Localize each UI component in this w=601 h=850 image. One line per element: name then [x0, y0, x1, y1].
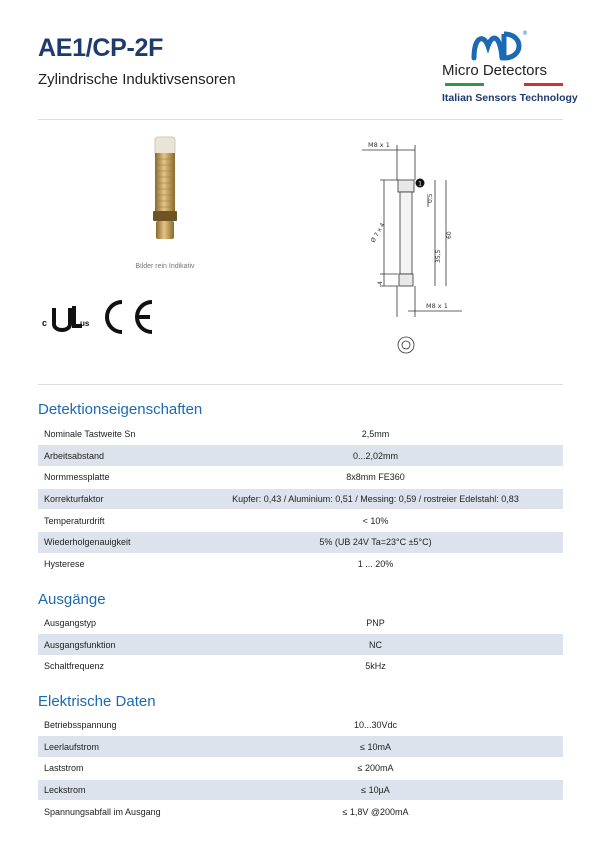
row-value: 2,5mm: [188, 423, 563, 445]
row-label: Ausgangsfunktion: [38, 634, 188, 656]
table-row: [38, 779, 563, 801]
row-label: Hysterese: [38, 553, 188, 575]
table-row: [38, 757, 563, 779]
row-label: Normmessplatte: [38, 466, 188, 488]
dimension-drawing: [340, 135, 470, 355]
thread-bottom-label: M8 x 1: [426, 302, 448, 310]
table-row: [38, 445, 563, 467]
brand-block: [440, 26, 578, 110]
dim-35-5: 35,5: [435, 249, 442, 263]
row-label: Wiederholgenauigkeit: [38, 531, 188, 553]
thread-top-label: M8 x 1: [368, 141, 390, 149]
row-label: Laststrom: [38, 757, 188, 779]
row-value: NC: [188, 634, 563, 656]
brand-name: Micro Detectors: [442, 62, 548, 79]
row-value: 1 ... 20%: [188, 553, 563, 575]
table-row: [38, 655, 563, 677]
spec-table-outputs: [38, 612, 563, 678]
header-divider: [38, 119, 563, 120]
content-divider: [38, 384, 563, 385]
table-row: [38, 423, 563, 445]
row-label: Leerlaufstrom: [38, 736, 188, 758]
row-value: 5% (UB 24V Ta=23°C ±5°C): [188, 531, 563, 553]
table-row: [38, 612, 563, 634]
row-value: PNP: [188, 612, 563, 634]
table-row: [38, 553, 563, 575]
callout-number: 1: [418, 180, 422, 188]
certification-marks: [40, 296, 158, 338]
row-value: 8x8mm FE360: [188, 466, 563, 488]
row-value: ≤ 1,8V @200mA: [188, 801, 563, 823]
brand-flag-stripe: [445, 83, 563, 86]
dim-diameter: Ø 7 x 4: [369, 221, 387, 244]
row-value: 5kHz: [188, 655, 563, 677]
row-label: Ausgangstyp: [38, 612, 188, 634]
sensor-product-image: [150, 135, 180, 241]
row-value: ≤ 10µA: [188, 779, 563, 801]
row-label: Arbeitsabstand: [38, 445, 188, 467]
table-row: [38, 714, 563, 736]
row-value: 0...2,02mm: [188, 445, 563, 467]
registered-mark: ®: [522, 30, 528, 37]
row-label: Leckstrom: [38, 779, 188, 801]
row-value: ≤ 200mA: [188, 757, 563, 779]
row-label: Nominale Tastweite Sn: [38, 423, 188, 445]
row-value: 10...30Vdc: [188, 714, 563, 736]
row-label: Schaltfrequenz: [38, 655, 188, 677]
page-title: AE1/CP-2F: [38, 34, 164, 62]
row-value: ≤ 10mA: [188, 736, 563, 758]
row-label: Spannungsabfall im Ausgang: [38, 801, 188, 823]
brand-tagline: Italian Sensors Technology: [442, 92, 578, 104]
table-row: [38, 510, 563, 532]
table-row: [38, 736, 563, 758]
svg-text:us: us: [80, 319, 90, 328]
row-value: Kupfer: 0,43 / Aluminium: 0,51 / Messing: 0,59 / rostreier Edelstahl: 0,83: [188, 488, 563, 510]
row-value: < 10%: [188, 510, 563, 532]
row-label: Temperaturdrift: [38, 510, 188, 532]
section-title-outputs: Ausgänge: [38, 591, 106, 608]
dim-60: 60: [446, 231, 453, 239]
section-title-electrical: Elektrische Daten: [38, 693, 156, 710]
table-row: [38, 531, 563, 553]
image-caption: Bilder rein Indikativ: [135, 263, 195, 270]
page-subtitle: Zylindrische Induktivsensoren: [38, 71, 236, 88]
spec-table-electrical: [38, 714, 563, 823]
dim-4: 4: [377, 281, 384, 285]
section-title-detection: Detektionseigenschaften: [38, 401, 203, 418]
svg-text:c: c: [42, 318, 48, 328]
dim-0-5: 0,5: [427, 193, 434, 203]
cul-us-mark-icon: [42, 306, 90, 330]
md-logo-icon: [470, 28, 530, 62]
table-row: [38, 801, 563, 823]
row-label: Korrekturfaktor: [38, 488, 188, 510]
table-row: [38, 488, 563, 510]
table-row: [38, 466, 563, 488]
ce-mark-icon: [107, 302, 152, 332]
table-row: [38, 634, 563, 656]
spec-table-detection: [38, 423, 563, 575]
row-label: Betriebsspannung: [38, 714, 188, 736]
